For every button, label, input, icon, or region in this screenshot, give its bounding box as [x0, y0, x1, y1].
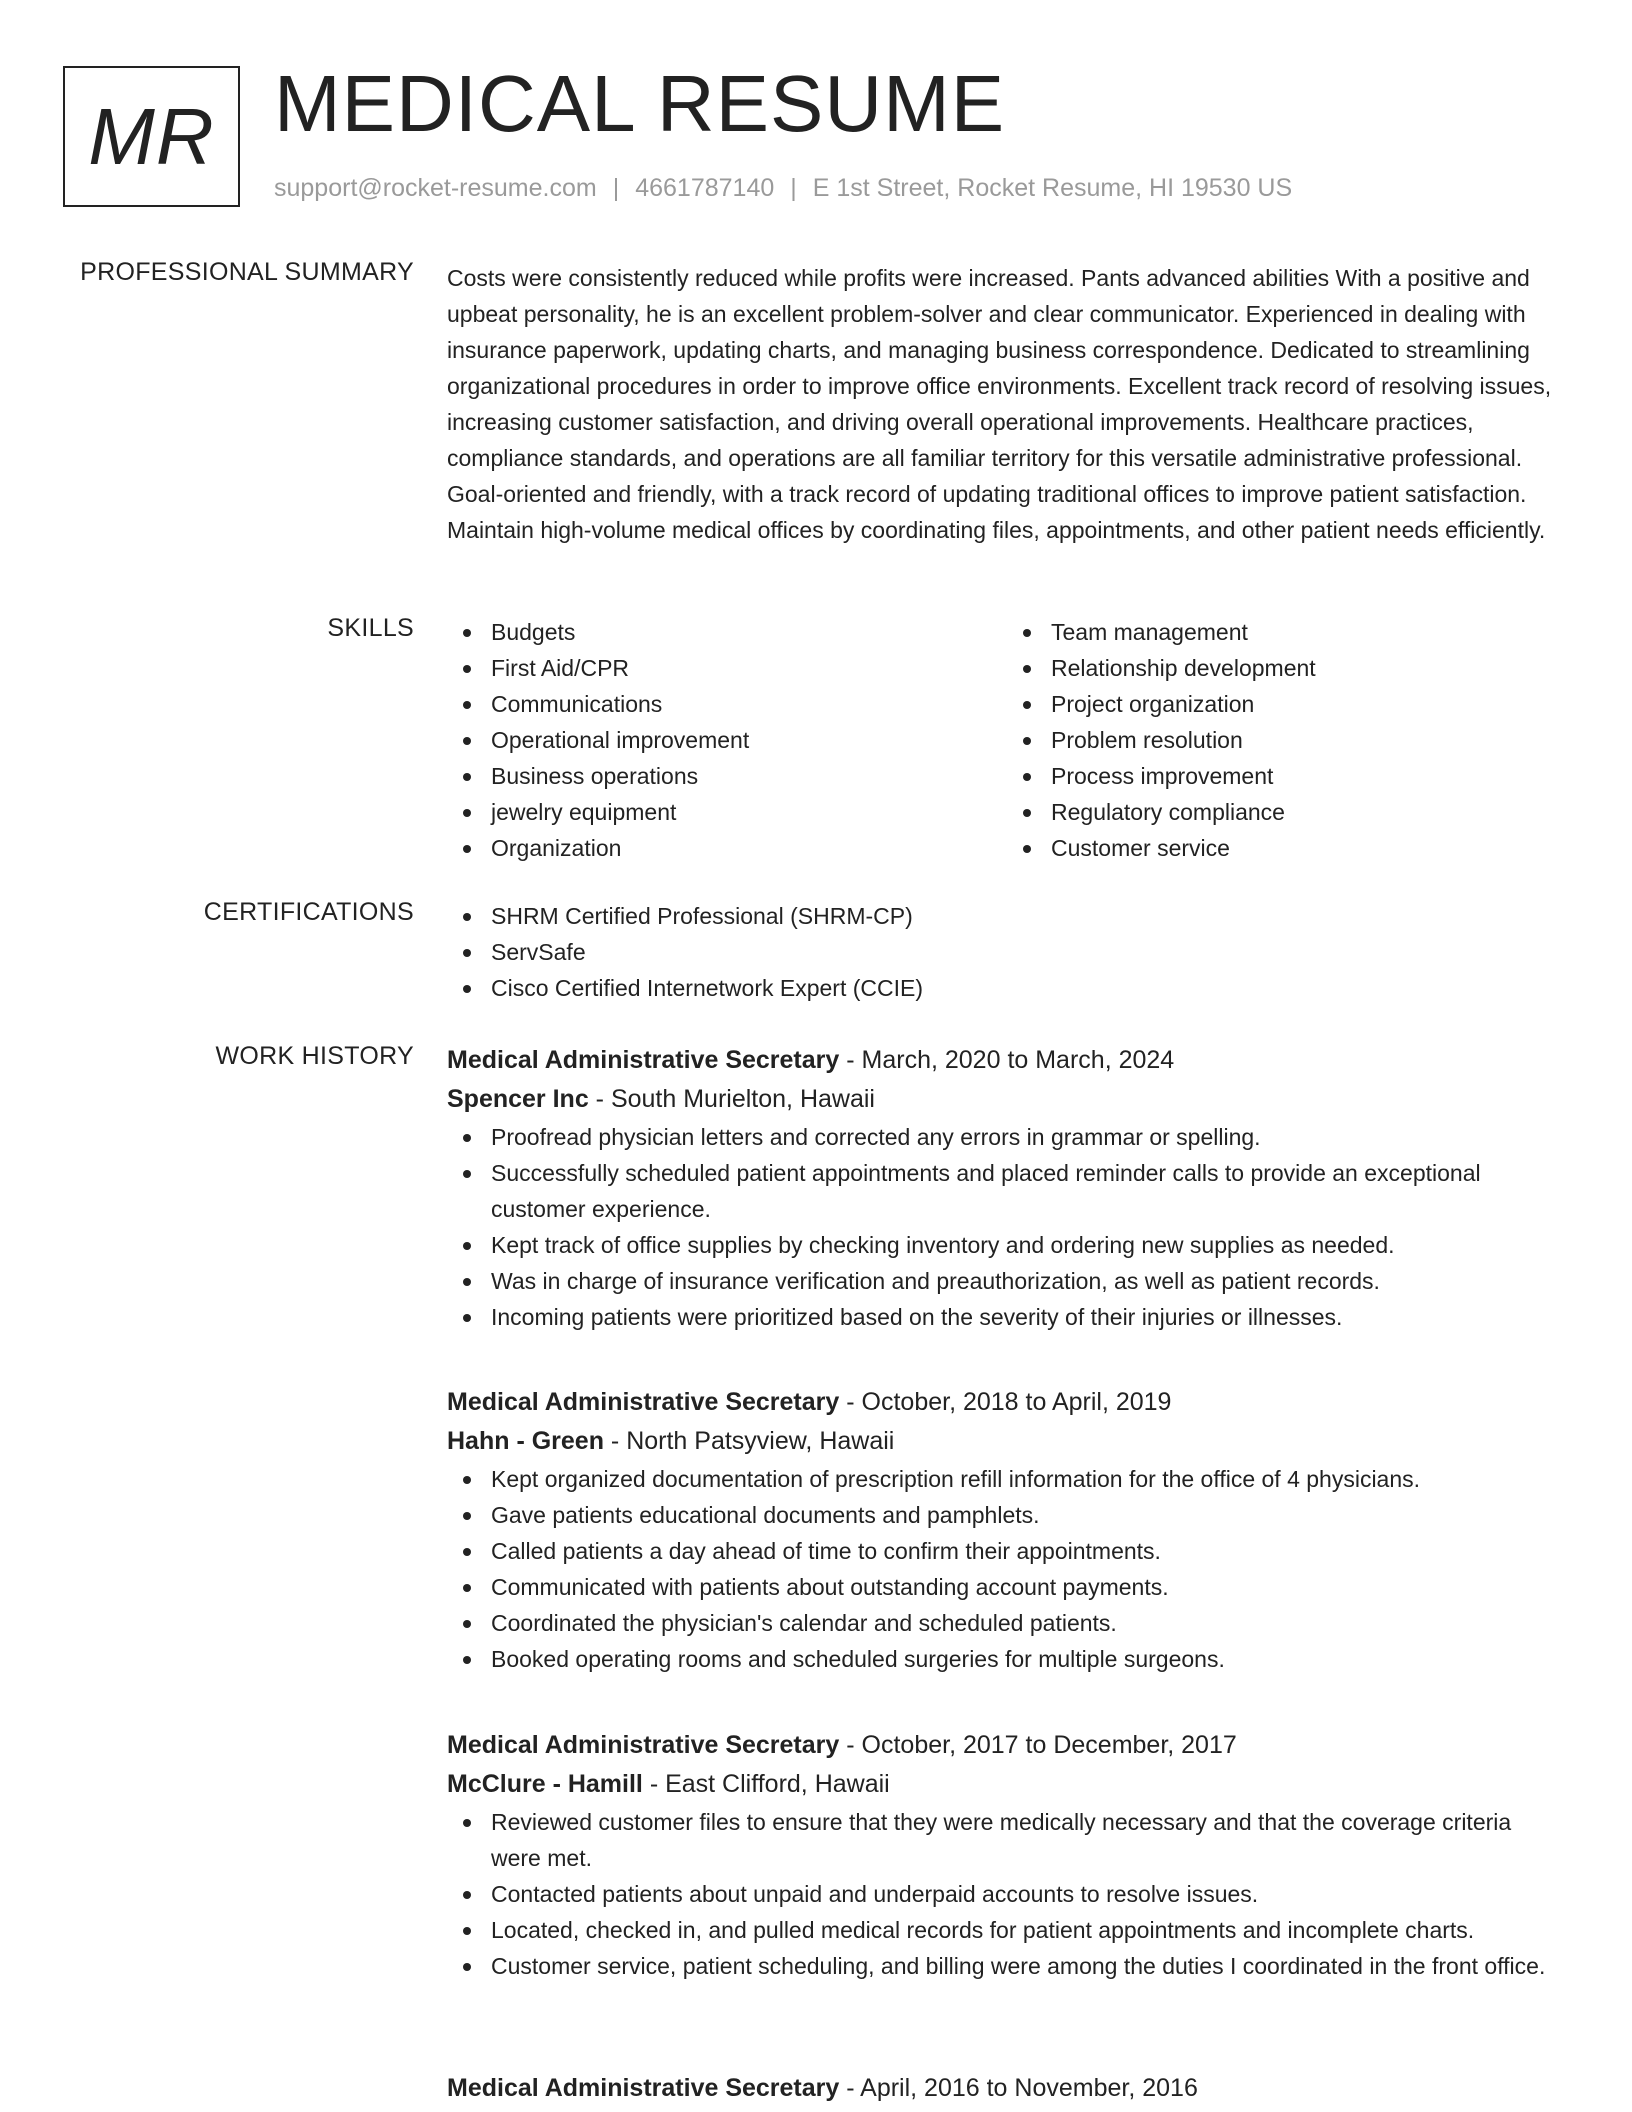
job-duty: Booked operating rooms and scheduled surgeries for multiple surgeons.	[491, 1641, 1567, 1677]
skill-item: Team management	[1051, 614, 1567, 650]
job-role: Medical Administrative Secretary	[447, 2074, 840, 2102]
skill-item: Communications	[491, 686, 1007, 722]
job-duty: Was in charge of insurance verification and preauthorization, as well as patient records.	[491, 1263, 1567, 1299]
job-duty: Kept organized documentation of prescription refill information for the office of 4 physicians.	[491, 1461, 1567, 1497]
job-duty: Successfully scheduled patient appointments and placed reminder calls to provide an exceptional customer experience.	[491, 1155, 1567, 1227]
job-duties-list	[447, 1119, 1567, 1335]
certifications-list	[447, 898, 1567, 1006]
job-entry	[447, 1041, 1567, 1335]
job-duty: Coordinated the physician's calendar and scheduled patients.	[491, 1605, 1567, 1641]
job-duties-list	[447, 1804, 1567, 1984]
skill-item: Project organization	[1051, 686, 1567, 722]
summary-text: Costs were consistently reduced while profits were increased. Pants advanced abilities With a positive and upbeat personality, he is an excellent problem-solver and clear communicator. Experienced in dealing with insurance paperwork, updating charts, and managing business correspondence. Dedicated to streamlining organizational procedures in order to improve office environments. Excellent track record of resolving issues, increasing customer satisfaction, and driving overall operational improvements. Healthcare practices, compliance standards, and operations are all familiar territory for this versatile administrative professional. Goal-oriented and friendly, with a track record of updating traditional offices to improve patient satisfaction. Maintain high-volume medical offices by coordinating files, appointments, and other patient needs efficiently.	[447, 265, 1552, 543]
job-title-line	[447, 1041, 1567, 1080]
job-role: Medical Administrative Secretary	[447, 1388, 840, 1416]
skill-item: Problem resolution	[1051, 722, 1567, 758]
skill-item: Customer service	[1051, 830, 1567, 866]
job-entry	[447, 1383, 1567, 1677]
job-title-line	[447, 2069, 1567, 2108]
contact-email[interactable]: support@rocket-resume.com	[274, 174, 597, 202]
job-duty: Proofread physician letters and corrected any errors in grammar or spelling.	[491, 1119, 1567, 1155]
contact-address: E 1st Street, Rocket Resume, HI 19530 US	[812, 174, 1293, 202]
skill-item: jewelry equipment	[491, 794, 1007, 830]
job-entry	[447, 2069, 1567, 2108]
skill-item: First Aid/CPR	[491, 650, 1007, 686]
job-company-line	[447, 1422, 1567, 1461]
contact-phone[interactable]: 4661787140	[635, 174, 775, 202]
job-title-line	[447, 1383, 1567, 1422]
job-company-line	[447, 1080, 1567, 1119]
job-duty: Incoming patients were prioritized based on the severity of their injuries or illnesses.	[491, 1299, 1567, 1335]
job-company: McClure - Hamill	[447, 1770, 643, 1798]
skill-item: Relationship development	[1051, 650, 1567, 686]
job-dates: - October, 2018 to April, 2019	[839, 1388, 1172, 1416]
certification-item: ServSafe	[491, 934, 1567, 970]
job-company-line	[447, 1765, 1567, 1804]
skills-list-right	[1007, 614, 1567, 866]
job-role: Medical Administrative Secretary	[447, 1731, 840, 1759]
monogram-badge	[63, 66, 240, 207]
job-duty: Customer service, patient scheduling, and billing were among the duties I coordinated in the front office.	[491, 1948, 1567, 1984]
job-dates: - October, 2017 to December, 2017	[839, 1731, 1237, 1759]
job-duty: Called patients a day ahead of time to confirm their appointments.	[491, 1533, 1567, 1569]
job-entry	[447, 1726, 1567, 1984]
job-duty: Gave patients educational documents and pamphlets.	[491, 1497, 1567, 1533]
job-role: Medical Administrative Secretary	[447, 1046, 840, 1074]
job-location: - North Patsyview, Hawaii	[603, 1427, 895, 1455]
skill-item: Process improvement	[1051, 758, 1567, 794]
contact-separator: |	[790, 174, 797, 202]
job-duty: Kept track of office supplies by checking inventory and ordering new supplies as needed.	[491, 1227, 1567, 1263]
job-title-line	[447, 1726, 1567, 1765]
skill-item: Regulatory compliance	[1051, 794, 1567, 830]
job-duty: Communicated with patients about outstanding account payments.	[491, 1569, 1567, 1605]
job-company: Spencer Inc	[447, 1085, 589, 1113]
resume-title: MEDICAL RESUME	[274, 59, 1006, 148]
skill-item: Budgets	[491, 614, 1007, 650]
certification-item: SHRM Certified Professional (SHRM-CP)	[491, 898, 1567, 934]
skills-heading: SKILLS	[327, 614, 414, 642]
job-dates: - March, 2020 to March, 2024	[839, 1046, 1175, 1074]
skill-item: Operational improvement	[491, 722, 1007, 758]
skill-item: Business operations	[491, 758, 1007, 794]
job-location: - South Murielton, Hawaii	[588, 1085, 875, 1113]
job-duties-list	[447, 1461, 1567, 1677]
job-duty: Located, checked in, and pulled medical records for patient appointments and incomplete charts.	[491, 1912, 1567, 1948]
skills-list-left	[447, 614, 1007, 866]
job-duty: Contacted patients about unpaid and underpaid accounts to resolve issues.	[491, 1876, 1567, 1912]
certification-item: Cisco Certified Internetwork Expert (CCIE)	[491, 970, 1567, 1006]
contact-separator: |	[612, 174, 620, 202]
job-dates: - April, 2016 to November, 2016	[839, 2074, 1198, 2102]
certifications-heading: CERTIFICATIONS	[203, 898, 414, 926]
summary-heading: PROFESSIONAL SUMMARY	[80, 258, 414, 286]
contact-line	[274, 174, 1292, 203]
job-location: - East Clifford, Hawaii	[642, 1770, 890, 1798]
monogram-initials: MR	[88, 91, 215, 181]
skill-item: Organization	[491, 830, 1007, 866]
work-history-heading: WORK HISTORY	[215, 1042, 414, 1070]
job-duty: Reviewed customer files to ensure that they were medically necessary and that the coverage criteria were met.	[491, 1804, 1567, 1876]
job-company: Hahn - Green	[447, 1427, 604, 1455]
